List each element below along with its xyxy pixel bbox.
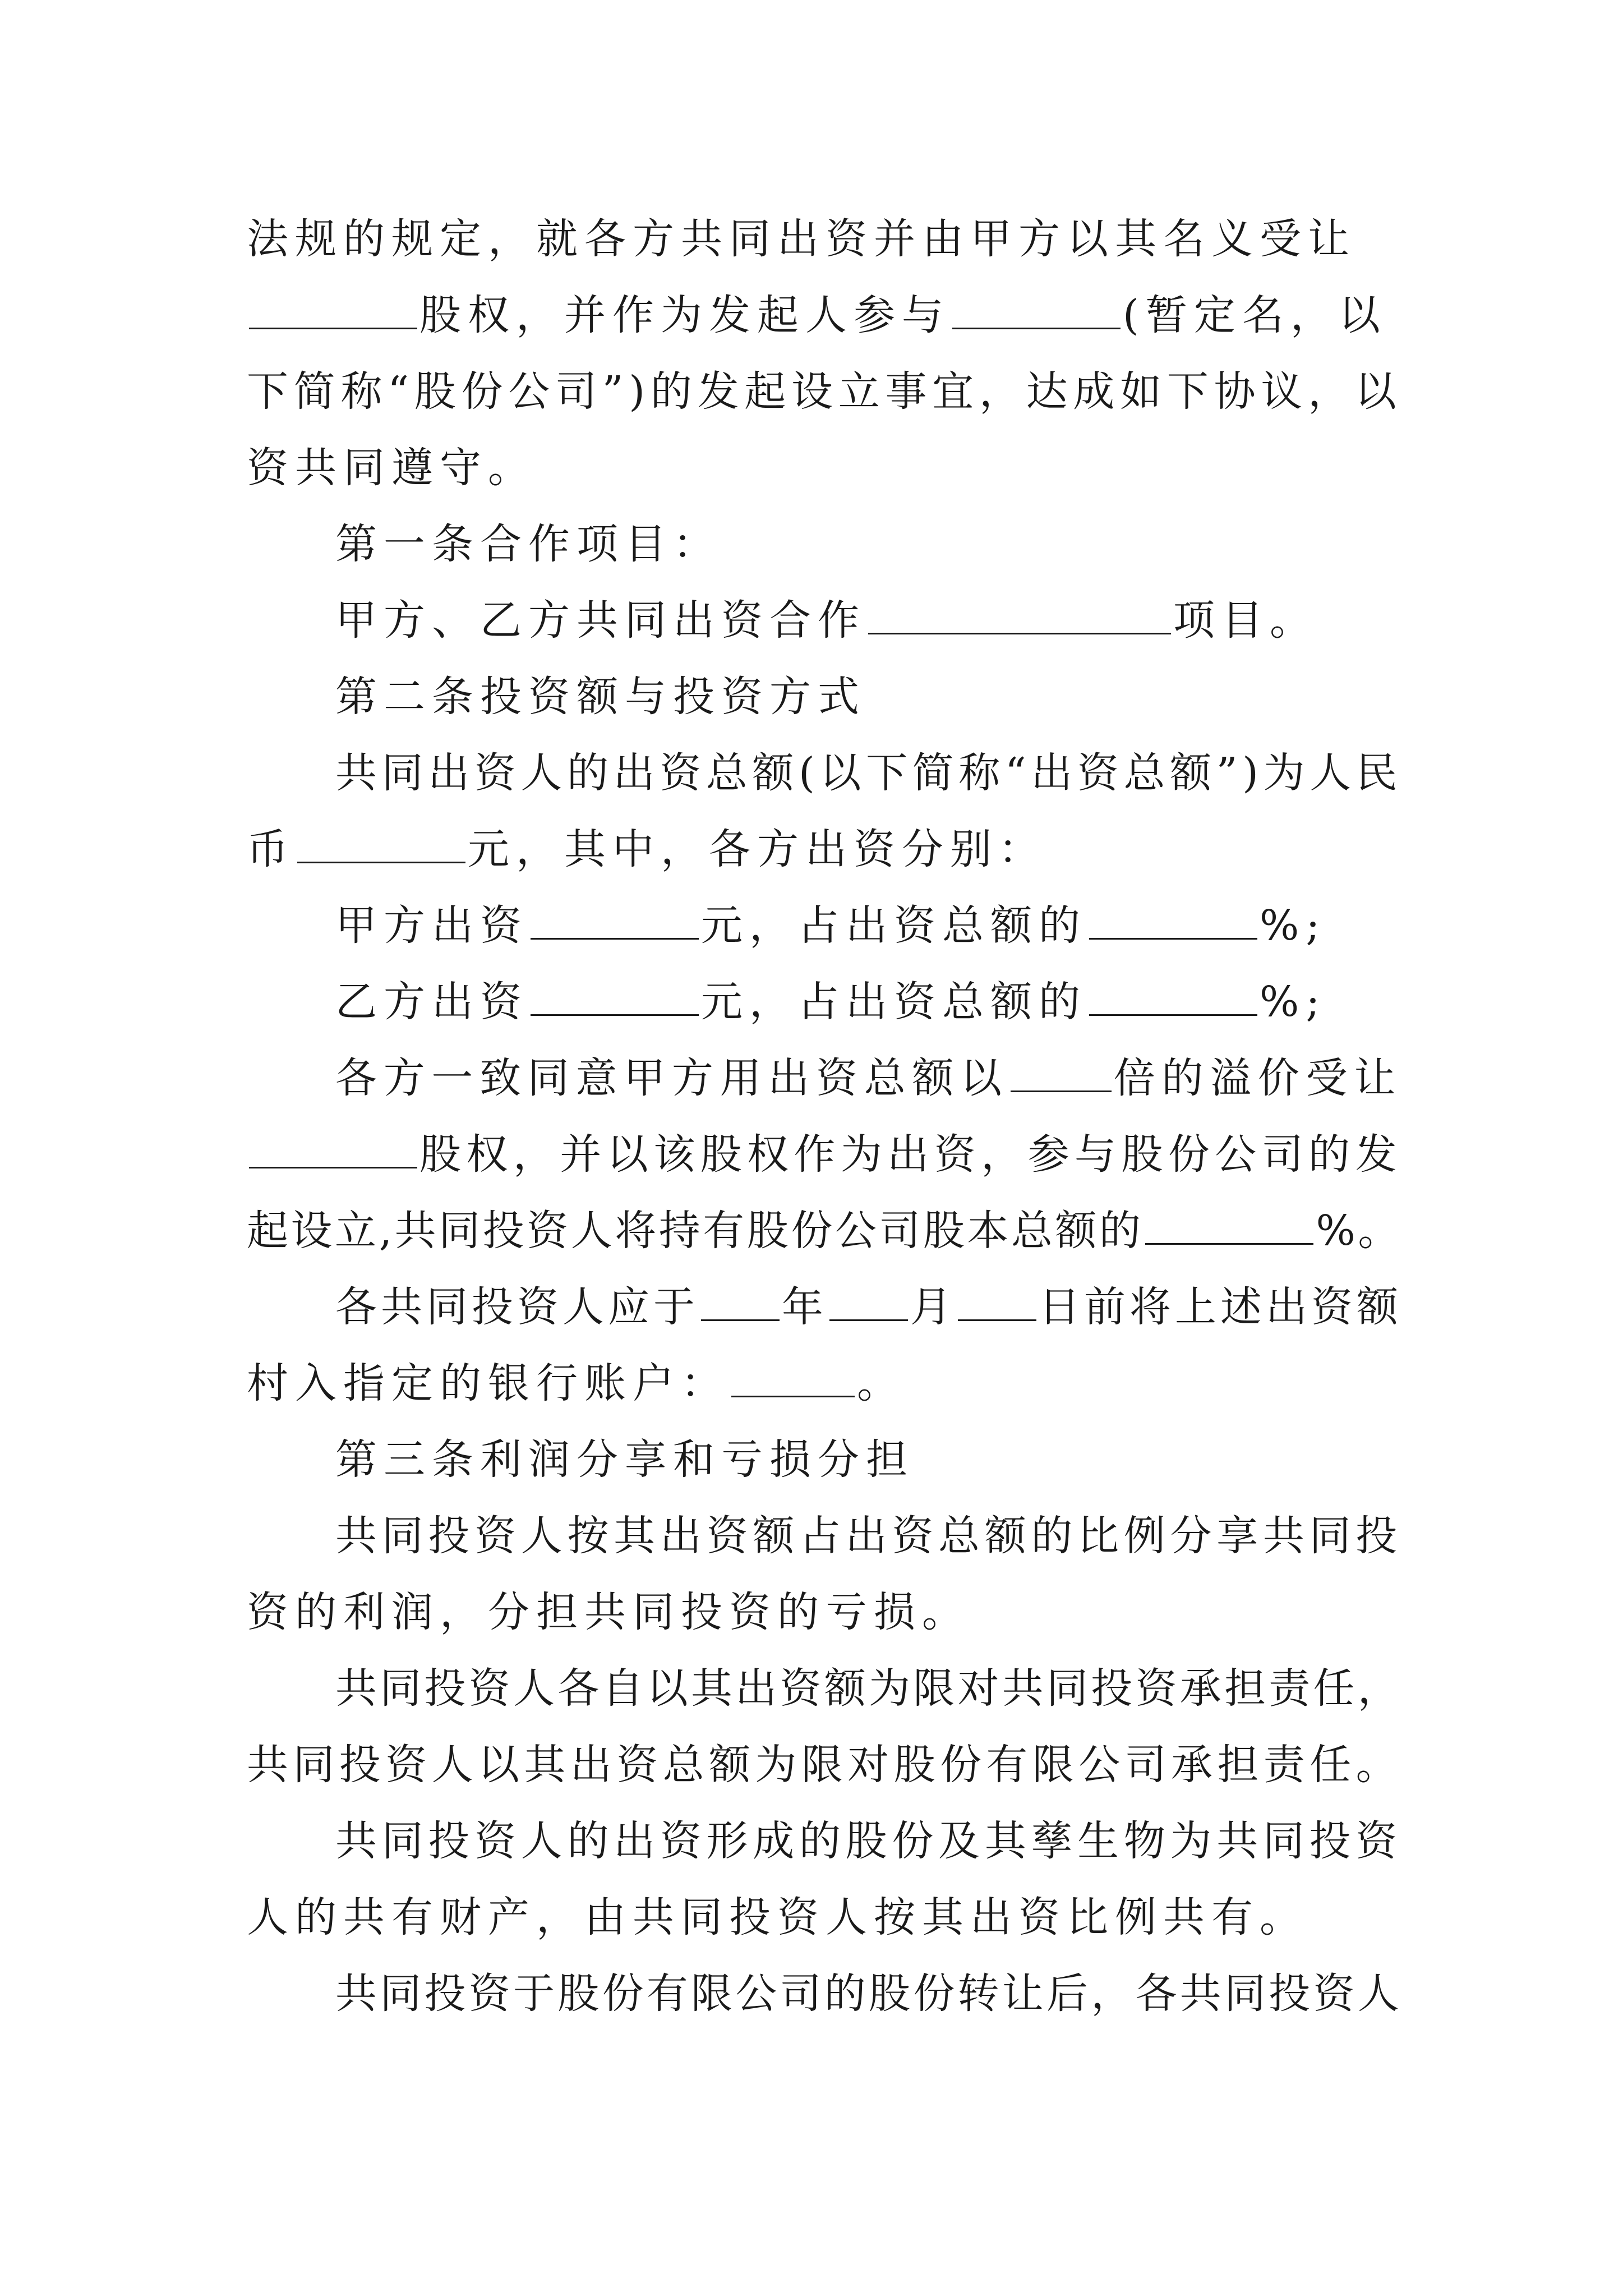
fill-blank	[958, 1280, 1036, 1321]
paragraph-line	[247, 1356, 905, 1410]
paragraph-line	[335, 975, 1326, 1029]
fill-blank	[701, 1280, 780, 1321]
line-text: 股权，并作为发起人参与	[419, 291, 950, 339]
paragraph-line	[247, 441, 536, 495]
section-heading	[335, 670, 866, 724]
line-text: 起设立,共同投资人将持有股份公司股本总额的	[247, 1207, 1144, 1255]
paragraph-line	[335, 1280, 1402, 1334]
line-text: 下简称“股份公司”)的发起设立事宜，达成如下协议，以	[247, 367, 1402, 416]
line-text: (暂定名，以	[1123, 291, 1387, 339]
line-text: 月	[910, 1283, 956, 1331]
line-text: 各方一致同意甲方用出资总额以	[335, 1054, 1008, 1102]
line-text: 共同投资人按其出资额占出资总额的比例分享共同投	[335, 1512, 1402, 1560]
paragraph-line	[335, 1662, 1402, 1715]
line-text: 日前将上述出资额	[1039, 1283, 1402, 1331]
fill-blank	[1089, 899, 1257, 940]
paragraph-line	[335, 593, 1318, 647]
line-text: 第二条投资额与投资方式	[335, 673, 866, 721]
fill-blank	[249, 1128, 417, 1168]
paragraph-line	[335, 1967, 1402, 2021]
paragraph-line	[247, 1738, 1402, 1792]
paragraph-line	[247, 365, 1402, 418]
line-text: 共同投资于股份有限公司的股份转让后，各共同投资人	[335, 1970, 1402, 2018]
section-heading	[335, 517, 721, 571]
fill-blank	[829, 1280, 908, 1321]
line-text: 元，其中，各方出资分别：	[468, 825, 1046, 873]
line-text: 第三条利润分享和亏损分担	[335, 1435, 914, 1484]
fill-blank	[868, 593, 1171, 634]
paragraph-line	[335, 746, 1402, 800]
fill-blank	[1011, 1051, 1112, 1092]
line-text: %;	[1260, 901, 1327, 950]
line-text: 年	[782, 1283, 827, 1331]
fill-blank	[249, 288, 417, 329]
paragraph-line	[247, 1128, 1402, 1181]
paragraph-line	[335, 899, 1326, 953]
line-text: 甲方出资	[335, 901, 528, 950]
fill-blank	[531, 899, 699, 940]
paragraph-line	[247, 288, 1387, 342]
paragraph-line	[247, 822, 1046, 876]
line-text: 共同投资人以其出资总额为限对股份有限公司承担责任。	[247, 1741, 1402, 1789]
paragraph-line	[335, 1051, 1402, 1105]
line-text: 乙方出资	[335, 978, 528, 1026]
paragraph-line	[335, 1814, 1402, 1868]
line-text: 法规的规定，就各方共同出资并由甲方以其名义受让	[247, 215, 1356, 263]
fill-blank	[952, 288, 1121, 329]
line-text: 各共同投资人应于	[335, 1283, 699, 1331]
line-text: 共同投资人的出资形成的股份及其孳生物为共同投资	[335, 1817, 1402, 1865]
line-text: 股权，并以该股权作为出资，参与股份公司的发	[419, 1130, 1402, 1179]
line-text: %。	[1316, 1207, 1402, 1255]
fill-blank	[531, 975, 699, 1016]
line-text: 村入指定的银行账户：	[247, 1359, 729, 1407]
line-text: 币	[247, 825, 295, 873]
line-text: 第一条合作项目：	[335, 520, 721, 568]
line-text: 甲方、乙方共同出资合作	[335, 596, 866, 645]
line-text: %;	[1260, 978, 1327, 1026]
paragraph-line	[247, 212, 1356, 266]
line-text: 资的利润，分担共同投资的亏损。	[247, 1588, 970, 1636]
fill-blank	[1145, 1204, 1313, 1245]
line-text: 倍的溢价受让	[1113, 1054, 1403, 1102]
fill-blank	[731, 1356, 855, 1397]
line-text: 。	[857, 1359, 905, 1407]
paragraph-line	[247, 1585, 970, 1639]
line-text: 人的共有财产，由共同投资人按其出资比例共有。	[247, 1893, 1308, 1941]
line-text: 元，占出资总额的	[701, 901, 1087, 950]
line-text: 元，占出资总额的	[701, 978, 1087, 1026]
paragraph-line	[335, 1509, 1402, 1563]
paragraph-line	[247, 1204, 1402, 1258]
line-text: 资共同遵守。	[247, 444, 536, 492]
fill-blank	[297, 822, 465, 863]
line-text: 共同出资人的出资总额(以下简称“出资总额”)为人民	[335, 749, 1403, 797]
line-text: 共同投资人各自以其出资额为限对共同投资承担责任，	[335, 1664, 1402, 1713]
paragraph-line	[247, 1890, 1308, 1944]
line-text: 项目。	[1173, 596, 1318, 645]
fill-blank	[1089, 975, 1257, 1016]
section-heading	[335, 1433, 914, 1487]
